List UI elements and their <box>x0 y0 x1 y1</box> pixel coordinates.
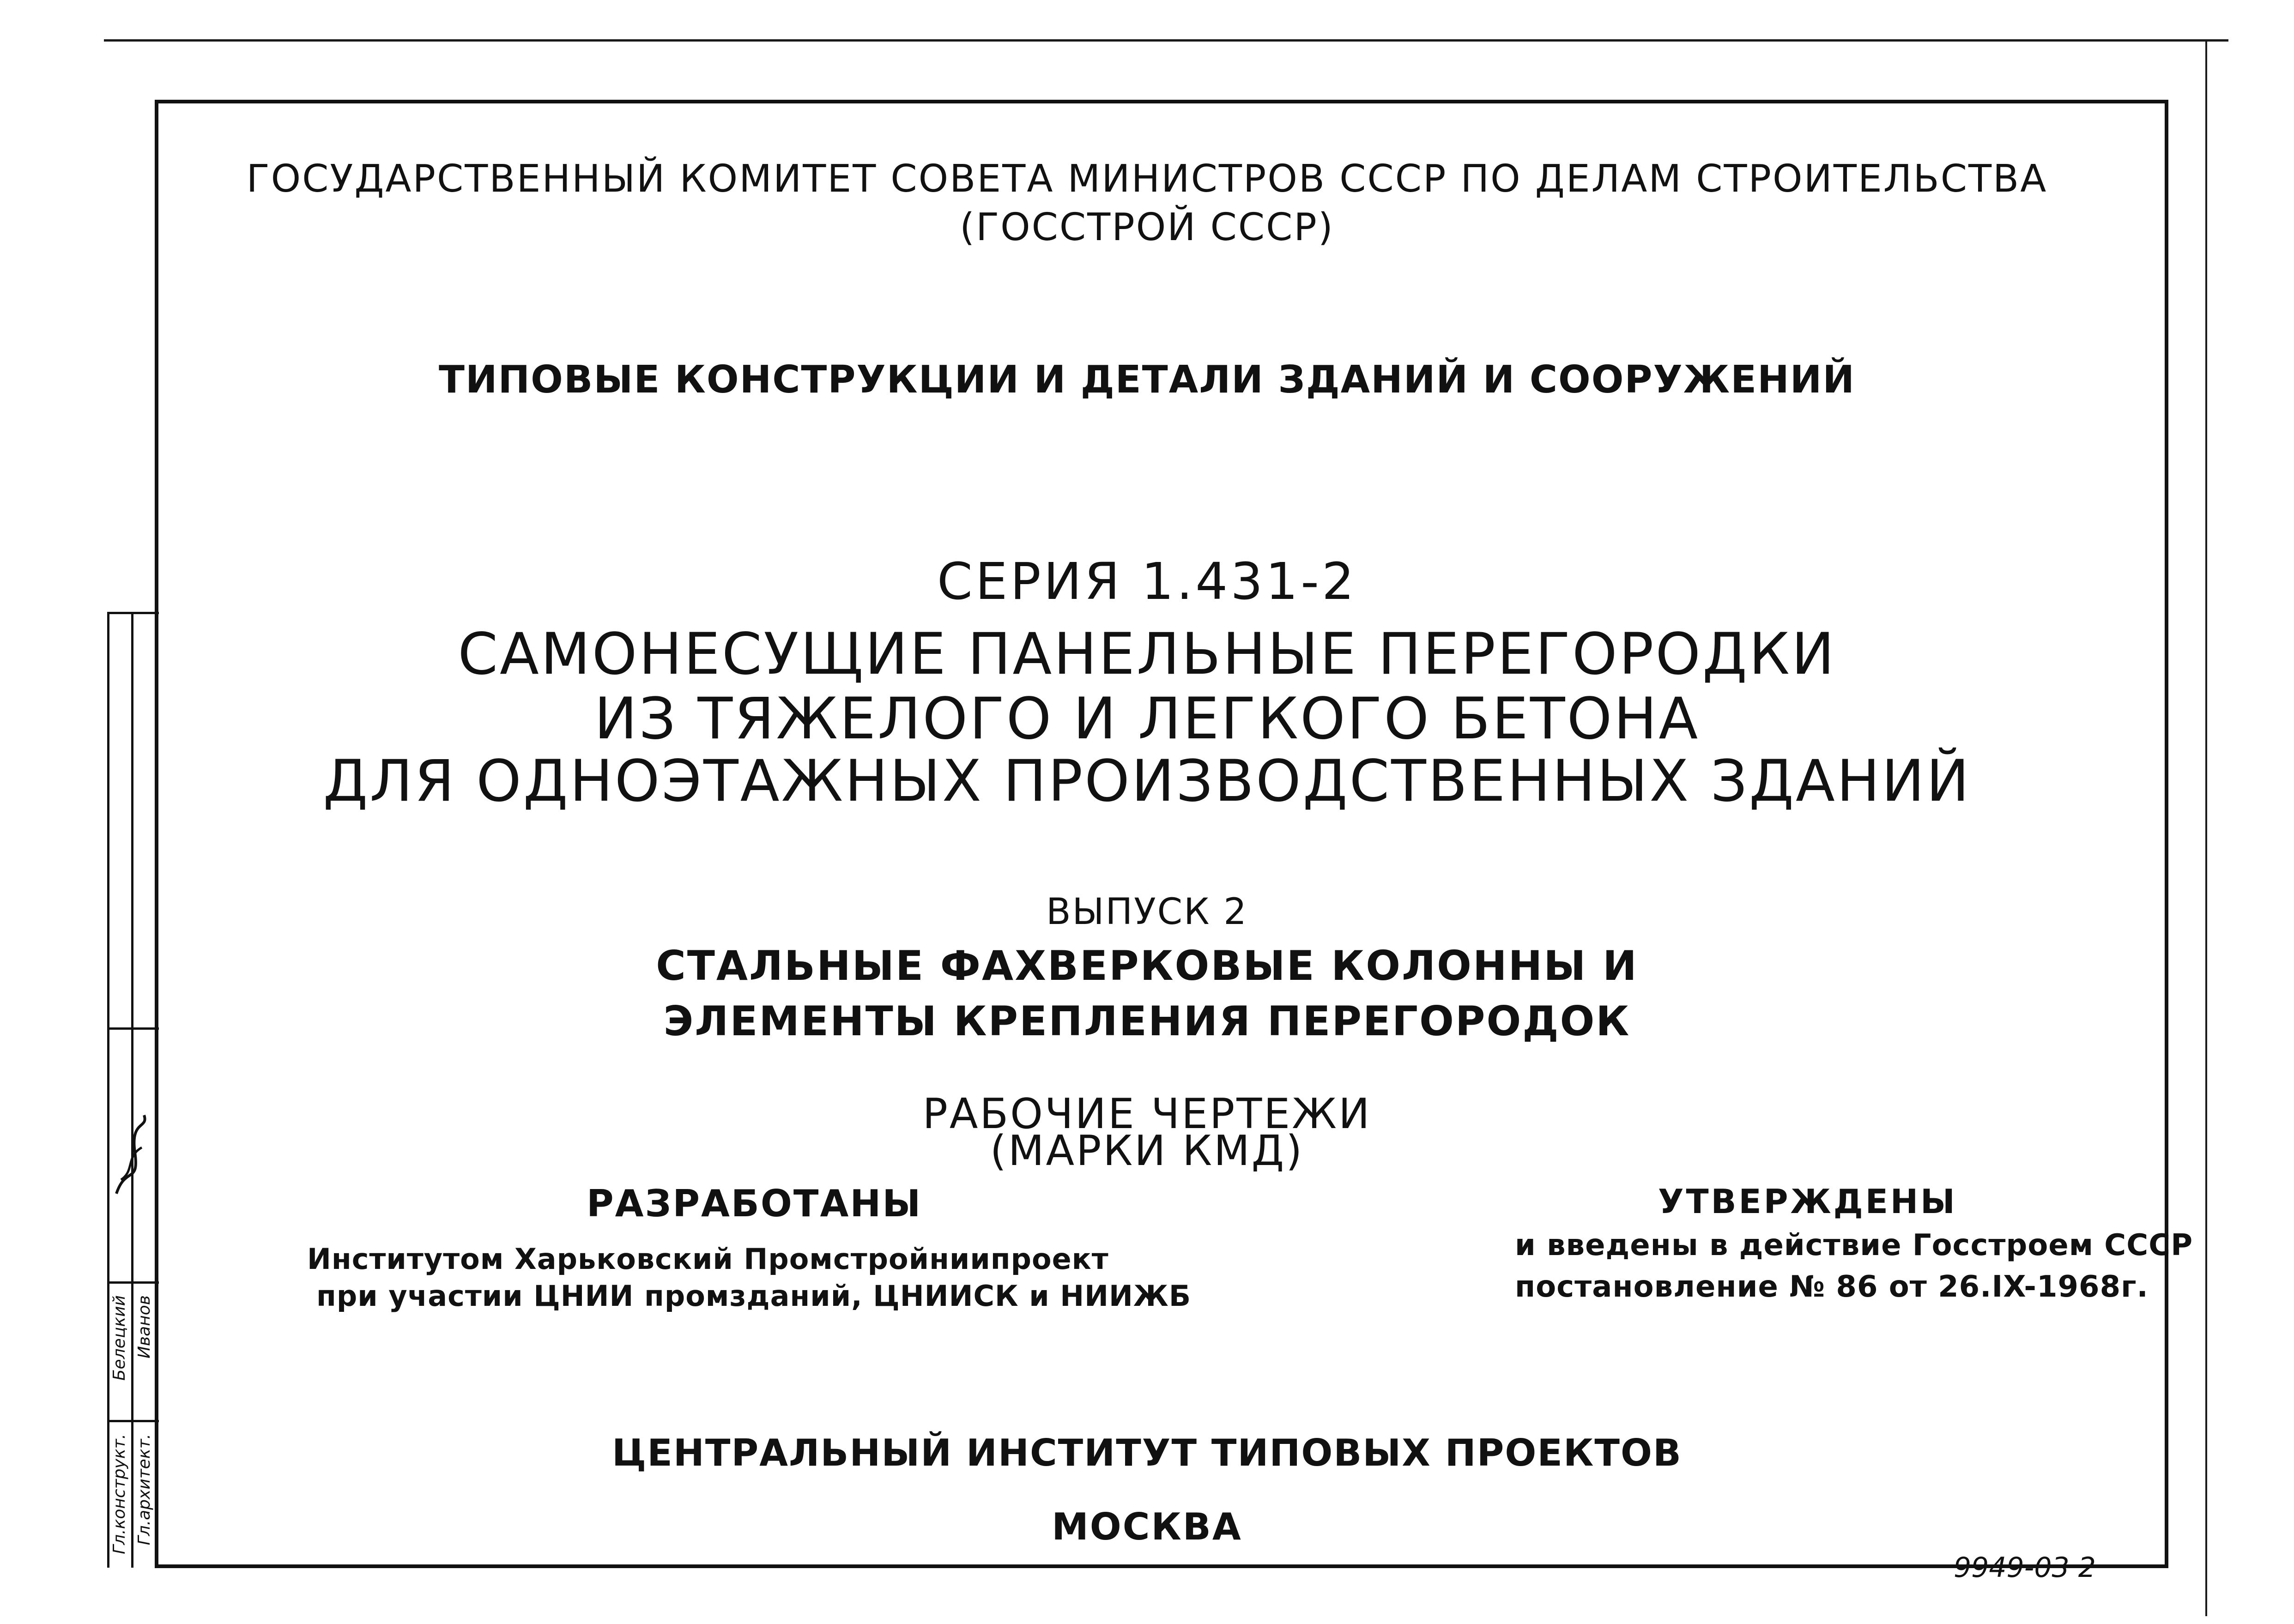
approved-line1: и введены в действие Госстроем СССР <box>1515 1228 2193 1262</box>
committee-title: ГОСУДАРСТВЕННЫЙ КОМИТЕТ СОВЕТА МИНИСТРОВ СССР ПО ДЕЛАМ СТРОИТЕЛЬСТВА <box>246 157 2048 201</box>
developed-line2: при участии ЦНИИ промзданий, ЦНИИСК и НИИЖБ <box>316 1279 1192 1313</box>
stamp-name1: Белецкий <box>110 1295 129 1381</box>
collection-title: ТИПОВЫЕ КОНСТРУКЦИИ И ДЕТАЛИ ЗДАНИЙ И СООРУЖЕНИЙ <box>438 358 1856 402</box>
document-number: 9949-03 2 <box>1954 1552 2096 1584</box>
publisher-name: ЦЕНТРАЛЬНЫЙ ИНСТИТУТ ТИПОВЫХ ПРОЕКТОВ <box>612 1431 1682 1474</box>
issue-label: ВЫПУСК 2 <box>1046 891 1248 933</box>
approved-heading: УТВЕРЖДЕНЫ <box>1658 1182 1957 1221</box>
top-scan-line <box>104 39 2228 42</box>
drawing-frame <box>155 100 2168 1568</box>
stamp-role2: Гл.архитект. <box>135 1434 154 1546</box>
issue-title-line1: СТАЛЬНЫЕ ФАХВЕРКОВЫЕ КОЛОННЫ И <box>656 942 1638 990</box>
side-stamp <box>107 612 159 1568</box>
series-title-line3: ДЛЯ ОДНОЭТАЖНЫХ ПРОИЗВОДСТВЕННЫХ ЗДАНИЙ <box>323 748 1971 815</box>
committee-short: (ГОССТРОЙ СССР) <box>960 205 1334 249</box>
series-label: СЕРИЯ 1.431-2 <box>937 552 1357 611</box>
right-scan-line <box>2205 42 2207 1616</box>
stamp-role1: Гл.конструкт. <box>110 1434 129 1554</box>
publisher-city: МОСКВА <box>1052 1505 1242 1548</box>
series-title-line1: САМОНЕСУЩИЕ ПАНЕЛЬНЫЕ ПЕРЕГОРОДКИ <box>458 621 1836 688</box>
signature-mark <box>107 1111 159 1203</box>
drawings-line2: (МАРКИ КМД) <box>990 1127 1304 1175</box>
series-title-line2: ИЗ ТЯЖЕЛОГО И ЛЕГКОГО БЕТОНА <box>594 686 1700 752</box>
developed-line1: Институтом Харьковский Промстройниипроект <box>307 1242 1109 1276</box>
approved-line2: постановление № 86 от 26.IX-1968г. <box>1515 1270 2149 1304</box>
issue-title-line2: ЭЛЕМЕНТЫ КРЕПЛЕНИЯ ПЕРЕГОРОДОК <box>663 997 1631 1045</box>
stamp-name2: Иванов <box>135 1295 154 1358</box>
drawings-line1: РАБОЧИЕ ЧЕРТЕЖИ <box>922 1090 1372 1138</box>
developed-heading: РАЗРАБОТАНЫ <box>587 1182 922 1225</box>
